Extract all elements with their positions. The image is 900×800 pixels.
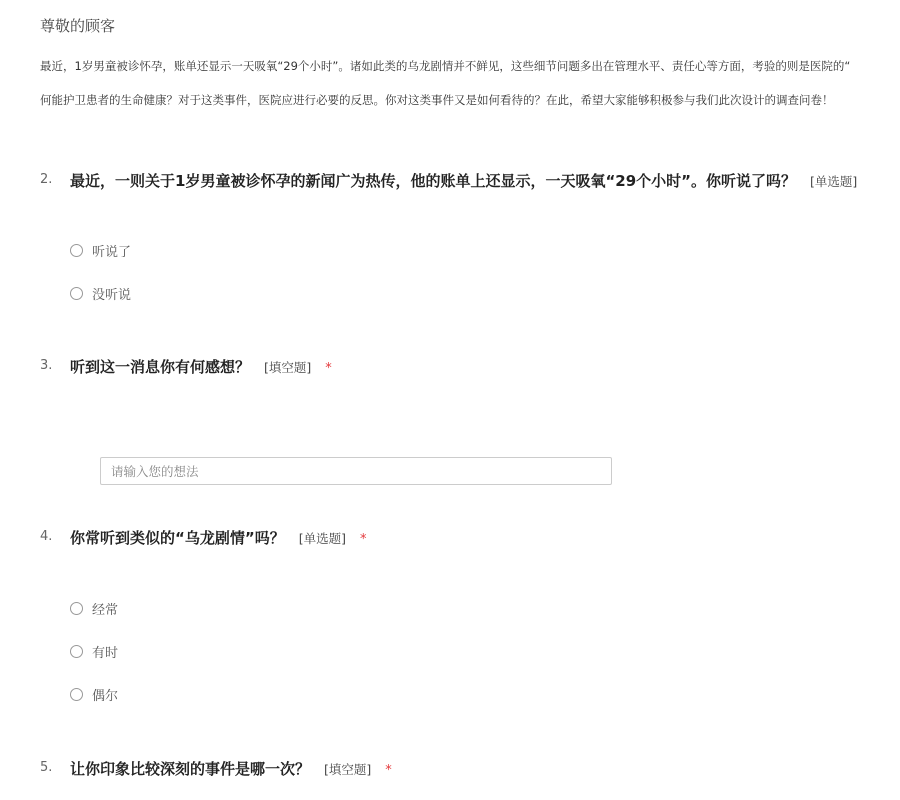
required-star: * (359, 532, 367, 547)
question-2-title (70, 170, 857, 191)
option-label: 没听说 (92, 288, 132, 303)
question-2-type: [单选题] (810, 174, 858, 189)
option-label: 偶尔 (92, 689, 119, 704)
radio-icon[interactable] (70, 645, 83, 658)
question-5-title (70, 758, 392, 779)
question-2-option-heard[interactable] (70, 241, 131, 260)
question-4-title (70, 527, 366, 548)
question-4-option-sometimes[interactable] (70, 642, 118, 661)
question-5-text: 让你印象比较深刻的事件是哪一次？ (70, 760, 311, 778)
radio-icon[interactable] (70, 244, 83, 257)
option-label: 听说了 (92, 245, 132, 260)
option-label: 经常 (92, 603, 119, 618)
question-4-text: 你常听到类似的“乌龙剧情”吗？ (70, 529, 285, 547)
radio-icon[interactable] (70, 688, 83, 701)
radio-icon[interactable] (70, 602, 83, 615)
question-5-type: [填空题] (324, 762, 372, 777)
question-3-number: 3. (40, 358, 53, 373)
question-3-title (70, 356, 332, 377)
intro-text-line-2: 何能护卫患者的生命健康？对于这类事件，医院应进行必要的反思。你对这类事件又是如何看待的？在此，希望大家能够积极参与我们此次设计的调查问卷！ (40, 93, 834, 107)
question-2-text: 最近，一则关于1岁男童被诊怀孕的新闻广为热传，他的账单上还显示，一天吸氧“29个小时”。你听说了吗？ (70, 172, 797, 190)
question-4-number: 4. (40, 529, 53, 544)
question-3-type: [填空题] (264, 360, 312, 375)
radio-icon[interactable] (70, 287, 83, 300)
question-4-type: [单选题] (298, 531, 346, 546)
question-2-option-not-heard[interactable] (70, 284, 131, 303)
intro-text-line-1: 最近，1岁男童被诊怀孕，账单还显示一天吸氧“29个小时”。诸如此类的乌龙剧情并不鲜见，这些细节问题多出在管理水平、责任心等方面，考验的则是医院的“ (40, 59, 851, 73)
greeting-heading: 尊敬的顾客 (40, 17, 116, 35)
question-5-number: 5. (40, 760, 53, 775)
required-star: * (325, 361, 332, 376)
question-3-answer-input[interactable] (100, 457, 612, 485)
option-label: 有时 (92, 646, 119, 661)
question-4-option-often[interactable] (70, 599, 118, 618)
required-star: * (385, 763, 392, 778)
question-2-number: 2. (40, 172, 53, 187)
question-4-option-occasionally[interactable] (70, 685, 118, 704)
question-3-text: 听到这一消息你有何感想？ (70, 358, 251, 376)
